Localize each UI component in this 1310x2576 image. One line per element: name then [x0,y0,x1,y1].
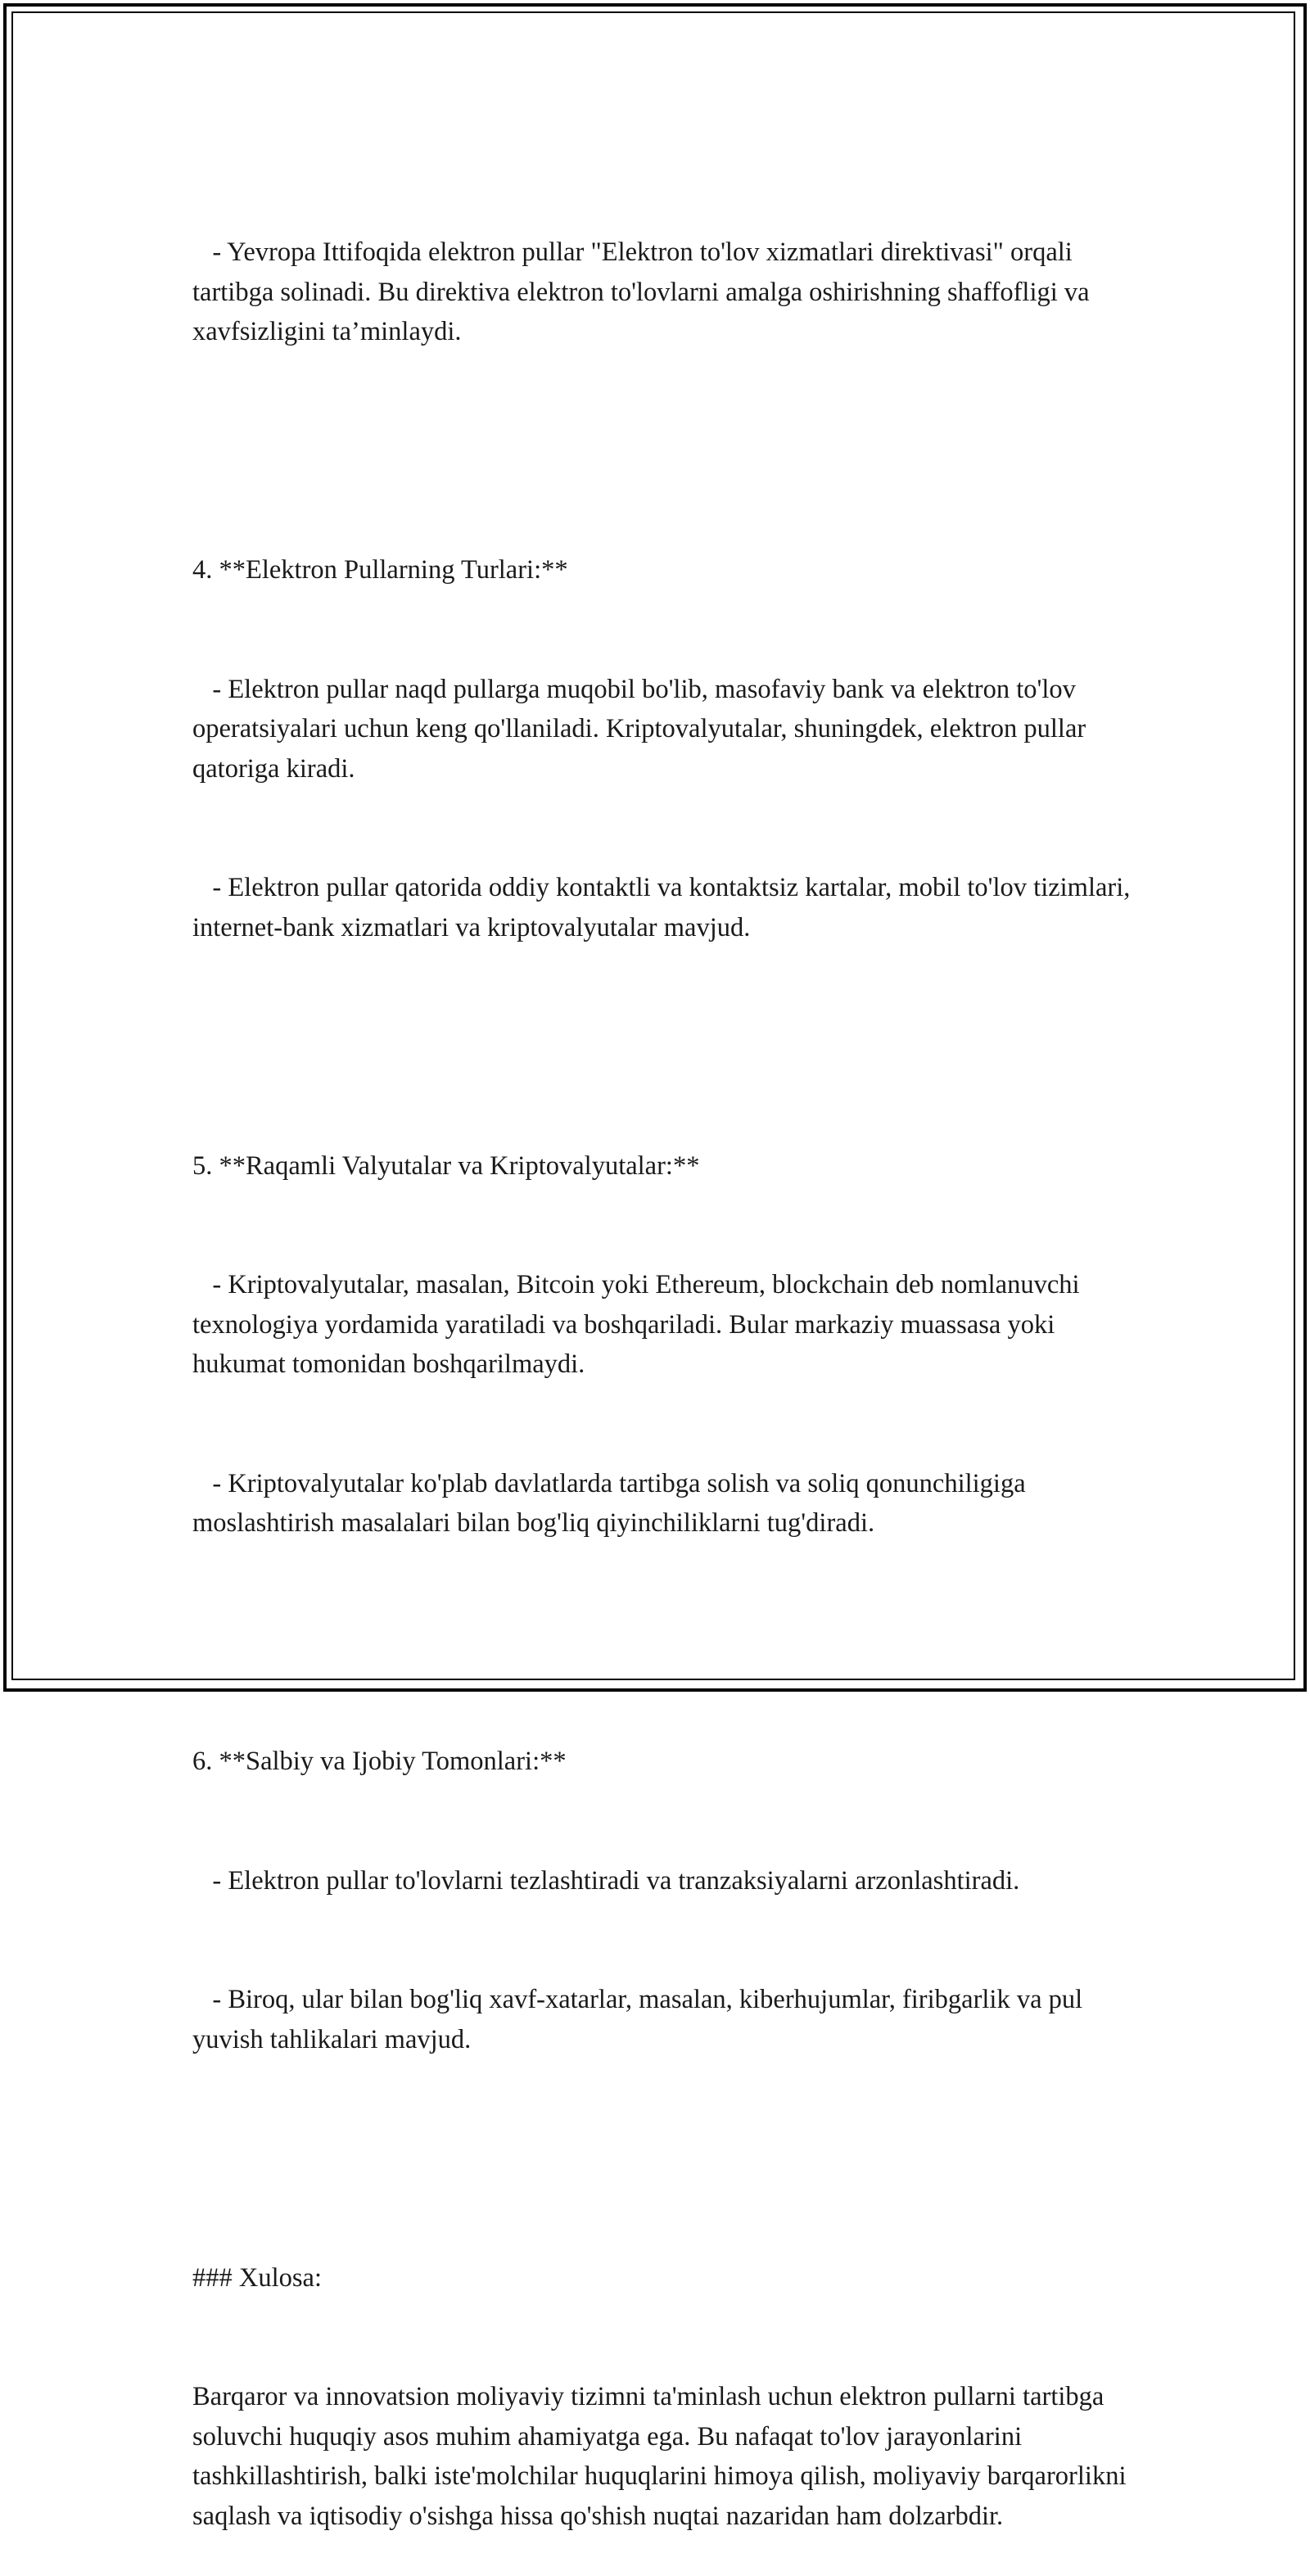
section-heading-6: 6. **Salbiy va Ijobiy Tomonlari:** [192,1747,567,1776]
conclusion-heading: ### Xulosa: [192,2262,322,2293]
conclusion-paragraph: Barqaror va innovatsion moliyaviy tizimni ta'minlash uchun elektron pullarni tartibga soluvchi huquqiy asos muhim ahamiyatga ega. Bu nafaqat to'lov jarayonlarini tashkillashtirish, balki iste'molchilar huquqlarini himoya qilish, moliyaviy barqarorlikni saqlash va iqtisodiy o'sishga hissa qo'shish nuqtai nazaridan ham dolzarbdir. [192,2382,1133,2531]
blank-line [192,2139,1134,2179]
section-heading-5: 5. **Raqamli Valyutalar va Kriptovalyutalar:** [192,1150,700,1181]
paragraph-pros: - Elektron pullar to'lovlarni tezlashtiradi va tranzaksiyalarni arzonlashtiradi. [192,1865,1020,1896]
document-body [192,153,1137,2576]
blank-line [192,1623,1134,1663]
blank-line [192,1027,1134,1067]
paragraph-eu-directive: - Yevropa Ittifoqida elektron pullar "Elektron to'lov xizmatlari direktivasi" orqali tartibga solinadi. Bu direktiva elektron to'lovlarni amalga oshirishning shaffofligi va xavfsizligini ta’minlaydi. [192,237,1096,346]
paragraph-emoney-alternative: - Elektron pullar naqd pullarga muqobil bo'lib, masofaviy bank va elektron to'lov operatsiyalari uchun keng qo'llaniladi. Kriptovalyutalar, shuningdek, elektron pullar qatoriga kiradi. [192,674,1093,784]
paragraph-crypto-regulation: - Kriptovalyutalar ko'plab davlatlarda tartibga solish va soliq qonunchiligiga moslashtirish masalalari bilan bog'liq qiyinchiliklarni tug'diradi. [192,1468,1032,1538]
blank-line [192,432,1134,472]
paragraph-crypto-blockchain: - Kriptovalyutalar, masalan, Bitcoin yoki Ethereum, blockchain deb nomlanuvchi texnologiya yordamida yaratiladi va boshqariladi. Bular markaziy muassasa yoki hukumat tomonidan boshqarilmaydi. [192,1270,1086,1379]
section-heading-4: 4. **Elektron Pullarning Turlari:** [192,555,568,585]
paragraph-cons: - Biroq, ular bilan bog'liq xavf-xatarlar, masalan, kiberhujumlar, firibgarlik va pul yuvish tahlikalari mavjud. [192,1985,1090,2054]
paragraph-emoney-types: - Elektron pullar qatorida oddiy kontaktli va kontaktsiz kartalar, mobil to'lov tizimlari, internet-bank xizmatlari va kriptovalyutalar mavjud. [192,873,1137,942]
